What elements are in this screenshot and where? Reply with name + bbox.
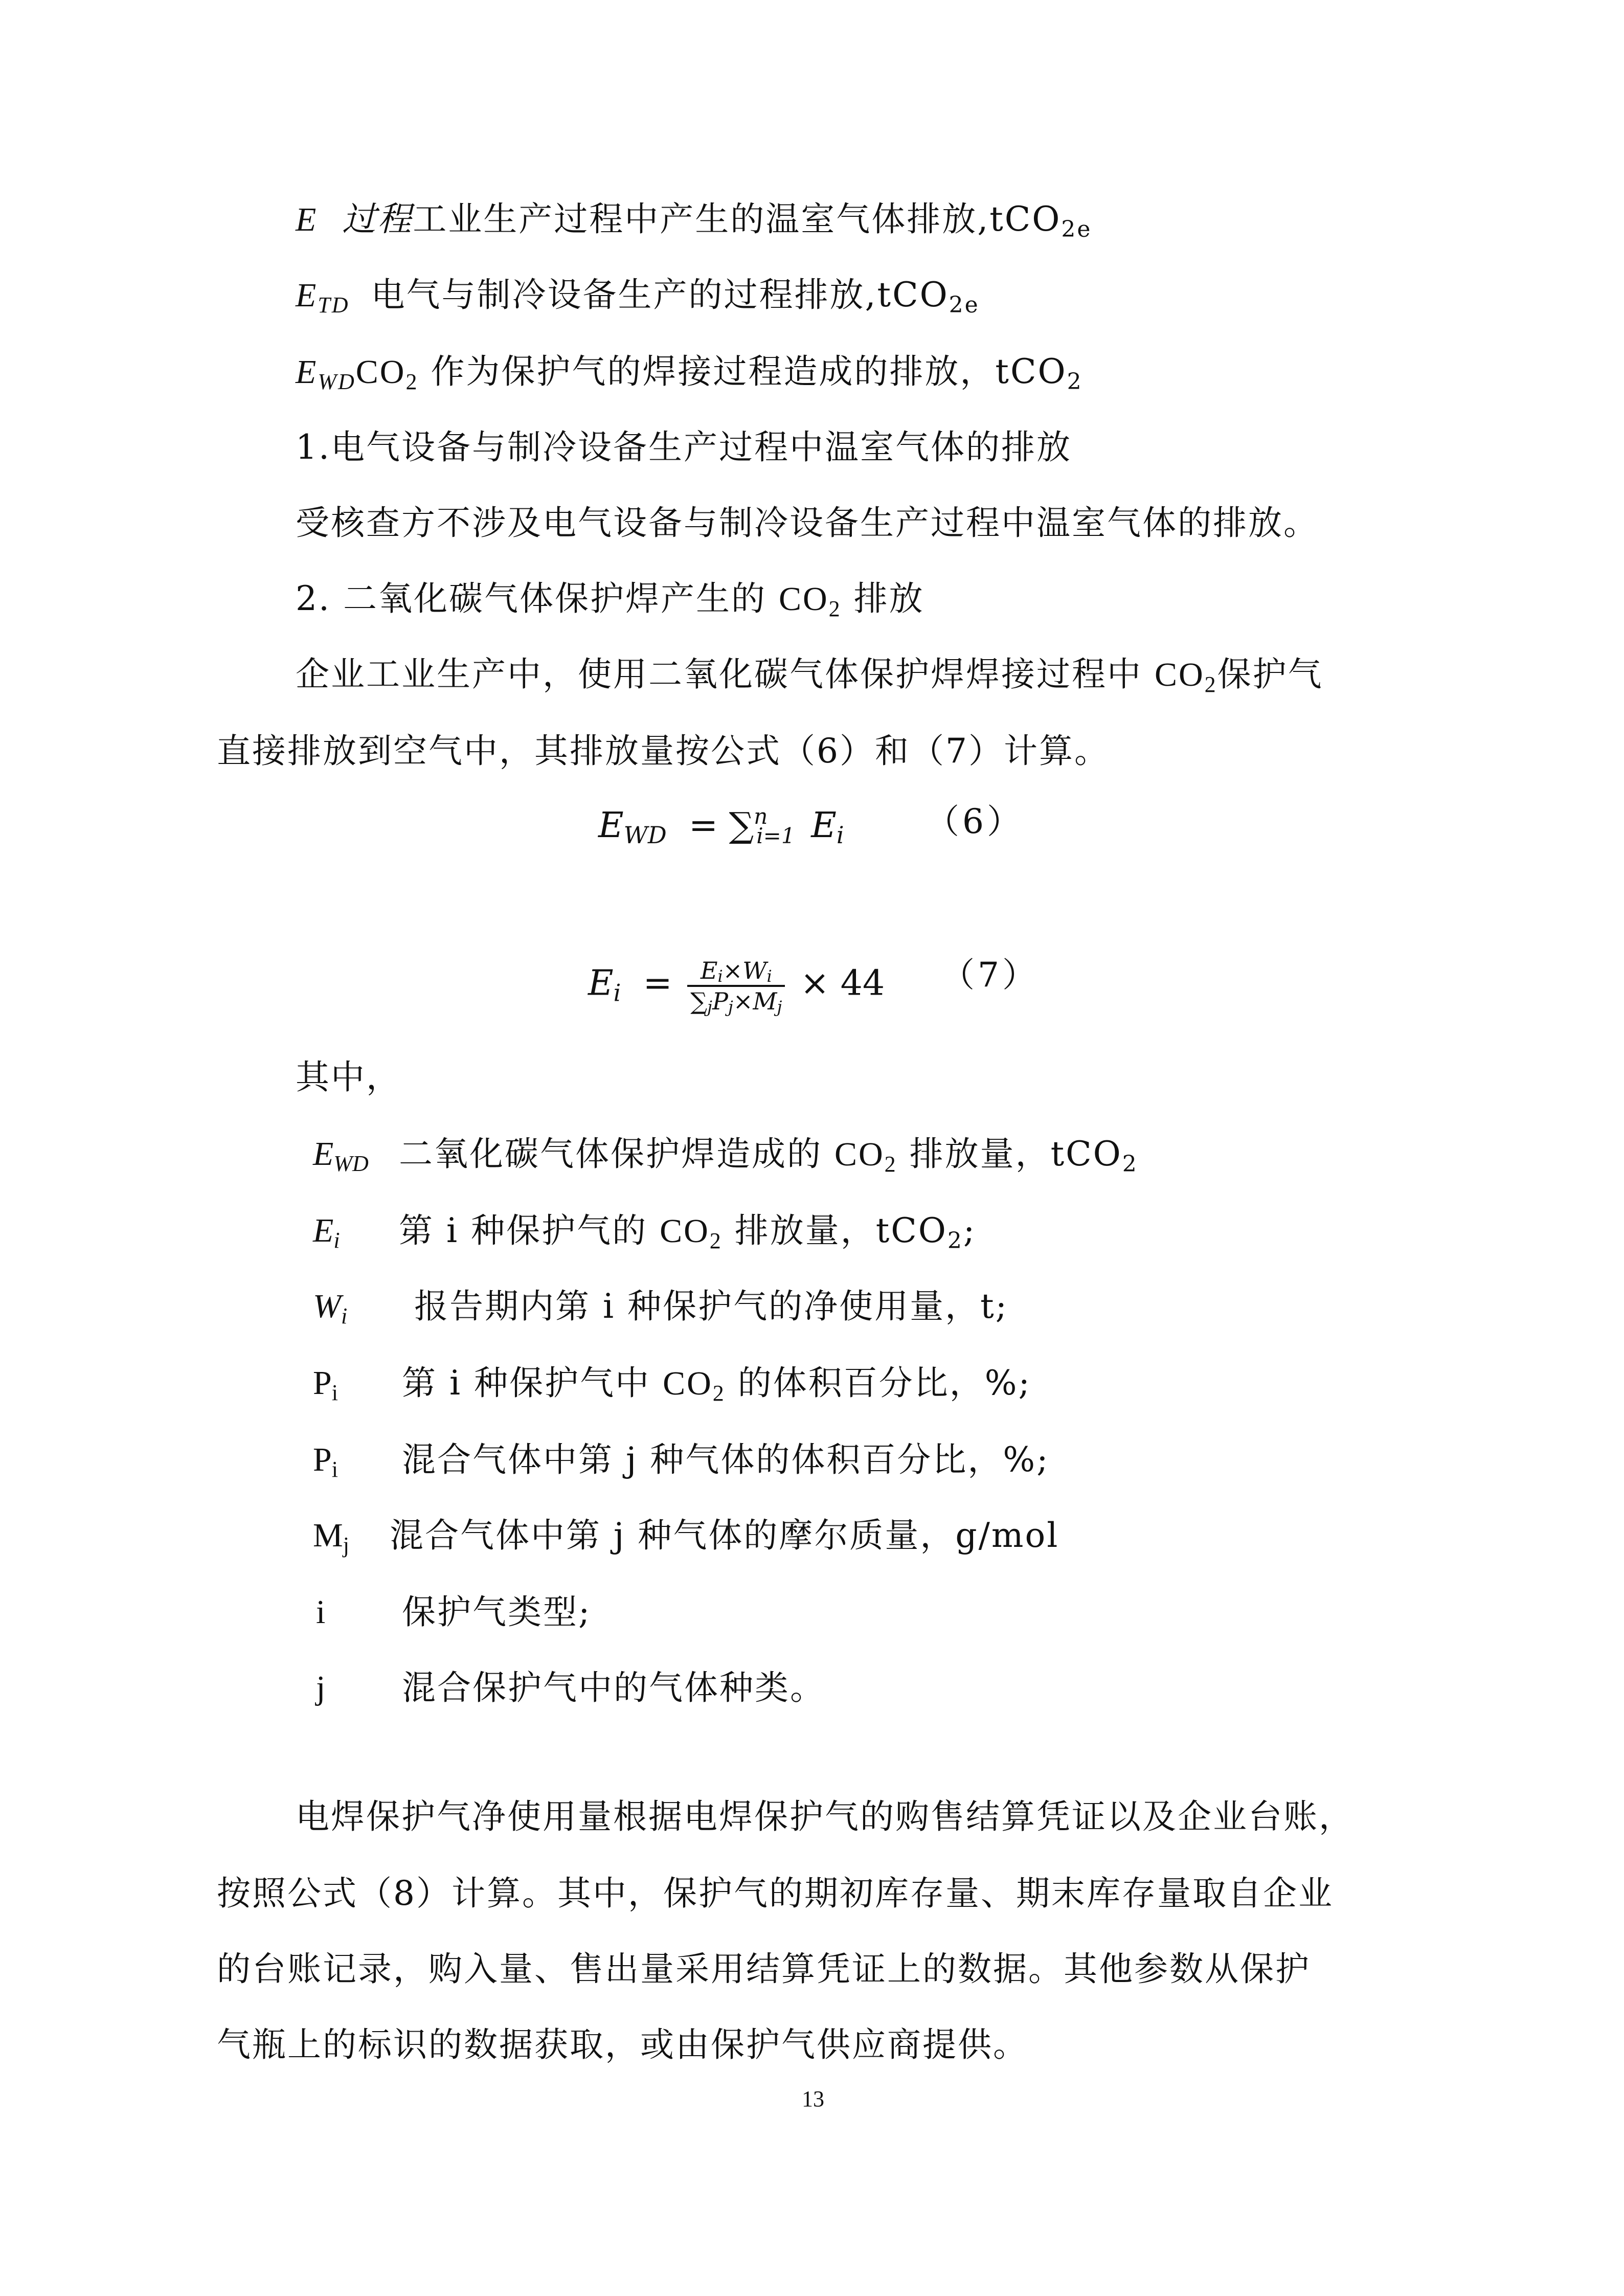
heading-1: 1.电气设备与制冷设备生产过程中温室气体的排放 bbox=[296, 427, 1072, 467]
symbol-e: E bbox=[296, 201, 318, 238]
paragraph-2-line4: 气瓶上的标识的数据获取，或由保护气供应商提供。 bbox=[217, 2025, 1028, 2064]
page-number: 13 bbox=[802, 2086, 824, 2111]
line-e-process-text: 工业生产过程中产生的温室气体排放,tCO bbox=[413, 199, 1062, 239]
paragraph-enterprise-line2: 直接排放到空气中，其排放量按公式（6）和（7）计算。 bbox=[217, 731, 1110, 771]
paragraph-not-involved: 受核查方不涉及电气设备与制冷设备生产过程中温室气体的排放。 bbox=[296, 503, 1319, 543]
subscript-2e: 2e bbox=[1061, 216, 1092, 242]
formula-6: $E_{WD} = \sum^n_{i=1}$ $E_i$ bbox=[598, 804, 844, 849]
def-symbol-ei: $E_i$ bbox=[313, 1212, 340, 1253]
line-ewd-text: 作为保护气的焊接过程造成的排放，tCO bbox=[431, 352, 1067, 391]
paragraph-2-line2: 按照公式（8）计算。其中，保护气的期初库存量、期末库存量取自企业 bbox=[217, 1874, 1334, 1913]
line-etd-text: 电气与制冷设备生产的过程排放,tCO bbox=[371, 275, 949, 314]
def-symbol-mj: $M_j$ bbox=[313, 1517, 349, 1558]
def-symbol-wi: $W_i$ bbox=[313, 1288, 348, 1329]
def-ei: 第 i 种保护气的 $CO_2$ 排放量，tCO$_2$; bbox=[399, 1211, 977, 1254]
symbol-etd: $E_{TD}$ bbox=[296, 277, 350, 318]
symbol-ewd: $E_{WD}$ bbox=[296, 353, 356, 394]
def-symbol-j: j bbox=[316, 1669, 326, 1706]
symbol-process-word: 过程 bbox=[342, 199, 413, 239]
def-pj: 混合气体中第 j 种气体的体积百分比，%; bbox=[402, 1440, 1050, 1479]
paragraph-2-line3: 的台账记录，购入量、售出量采用结算凭证上的数据。其他参数从保护 bbox=[217, 1949, 1311, 1989]
subscript-2: 2 bbox=[1067, 369, 1083, 395]
line-etd bbox=[296, 272, 980, 319]
def-symbol-pi-2: $P_i$ bbox=[313, 1441, 338, 1482]
equation-number-7: （7） bbox=[941, 955, 1039, 995]
def-ewd: 二氧化碳气体保护焊造成的 $CO_2$ 排放量，tCO$_2$ bbox=[399, 1134, 1138, 1177]
heading-2: 2. 二氧化碳气体保护焊产生的 $CO_2$ 排放 bbox=[296, 579, 924, 621]
def-wi: 报告期内第 i 种保护气的净使用量，t; bbox=[414, 1287, 1008, 1326]
def-symbol-ewd: $E_{WD}$ bbox=[313, 1135, 369, 1176]
def-pi: 第 i 种保护气中 $CO_2$ 的体积百分比，%; bbox=[402, 1363, 1031, 1406]
def-symbol-pi: $P_i$ bbox=[313, 1364, 338, 1405]
def-symbol-i: i bbox=[316, 1593, 326, 1631]
def-j: 混合保护气中的气体种类。 bbox=[402, 1668, 825, 1707]
paragraph-enterprise-line1: 企业工业生产中，使用二氧化碳气体保护焊焊接过程中 $CO_2$保护气 bbox=[296, 655, 1323, 697]
line-ewd bbox=[296, 349, 1083, 395]
formula-7: $E_i$ = $\frac{E_i\times W_i}{\sum_jP_j\times M_j}$ × 44 bbox=[588, 957, 885, 1017]
where-label: 其中， bbox=[296, 1057, 401, 1097]
subscript-2e-2: 2e bbox=[949, 292, 980, 318]
equation-number-6: （6） bbox=[926, 802, 1024, 841]
fraction: $\frac{E_i\times W_i}{\sum_jP_j\times M_j}$ bbox=[687, 956, 785, 1016]
def-mj: 混合气体中第 j 种气体的摩尔质量，g/mol bbox=[390, 1516, 1059, 1555]
paragraph-2-line1: 电焊保护气净使用量根据电焊保护气的购售结算凭证以及企业台账， bbox=[296, 1797, 1354, 1836]
def-i: 保护气类型; bbox=[402, 1592, 592, 1632]
line-e-process bbox=[296, 196, 1092, 243]
co2-text: $CO_2$ bbox=[355, 353, 419, 394]
